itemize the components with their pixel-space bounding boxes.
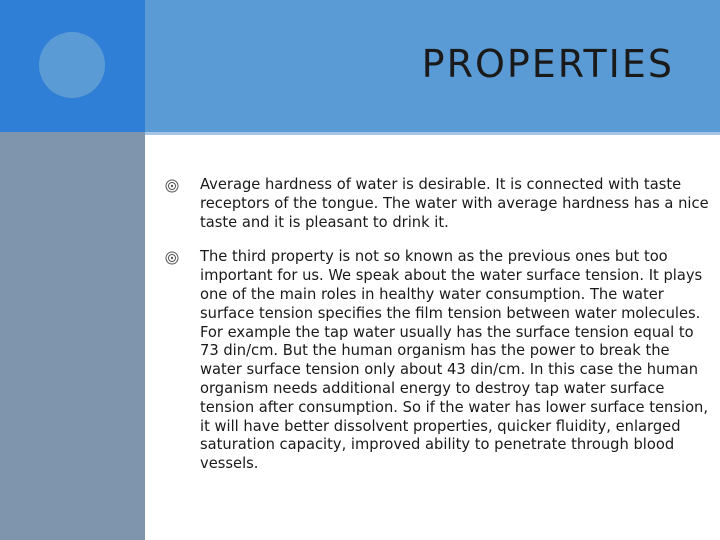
bullet-text: The third property is not so known as the previous ones but too important for us. We speak about the water surface tension. It plays one of the main roles in healthy water consumption. The water surface tension specifies the film tension between water molecules. For example the tap water usually has the surface tension equal to 73 din/cm. But the human organism has the power to break the water surface tension only about 43 din/cm. In this case the human organism needs additional energy to destroy tap water surface tension after consumption. So if the water has lower surface tension, it will have better dissolvent properties, quicker fluidity, enlarged saturation capacity, improved ability to penetrate through blood vessels. <box>200 248 709 473</box>
slide-title: PROPERTIES <box>421 42 674 86</box>
bullet-item <box>160 248 716 474</box>
target-bullet-icon <box>160 176 200 194</box>
bullet-text: Average hardness of water is desirable. It is connected with taste receptors of the tongue. The water with average hardness has a nice taste and it is pleasant to drink it. <box>200 176 709 231</box>
slide-content <box>160 176 716 490</box>
header-divider <box>145 132 720 135</box>
target-bullet-icon <box>160 248 200 266</box>
left-accent-strip-bottom <box>0 132 145 540</box>
decorative-circle <box>39 32 105 98</box>
bullet-item <box>160 176 716 232</box>
